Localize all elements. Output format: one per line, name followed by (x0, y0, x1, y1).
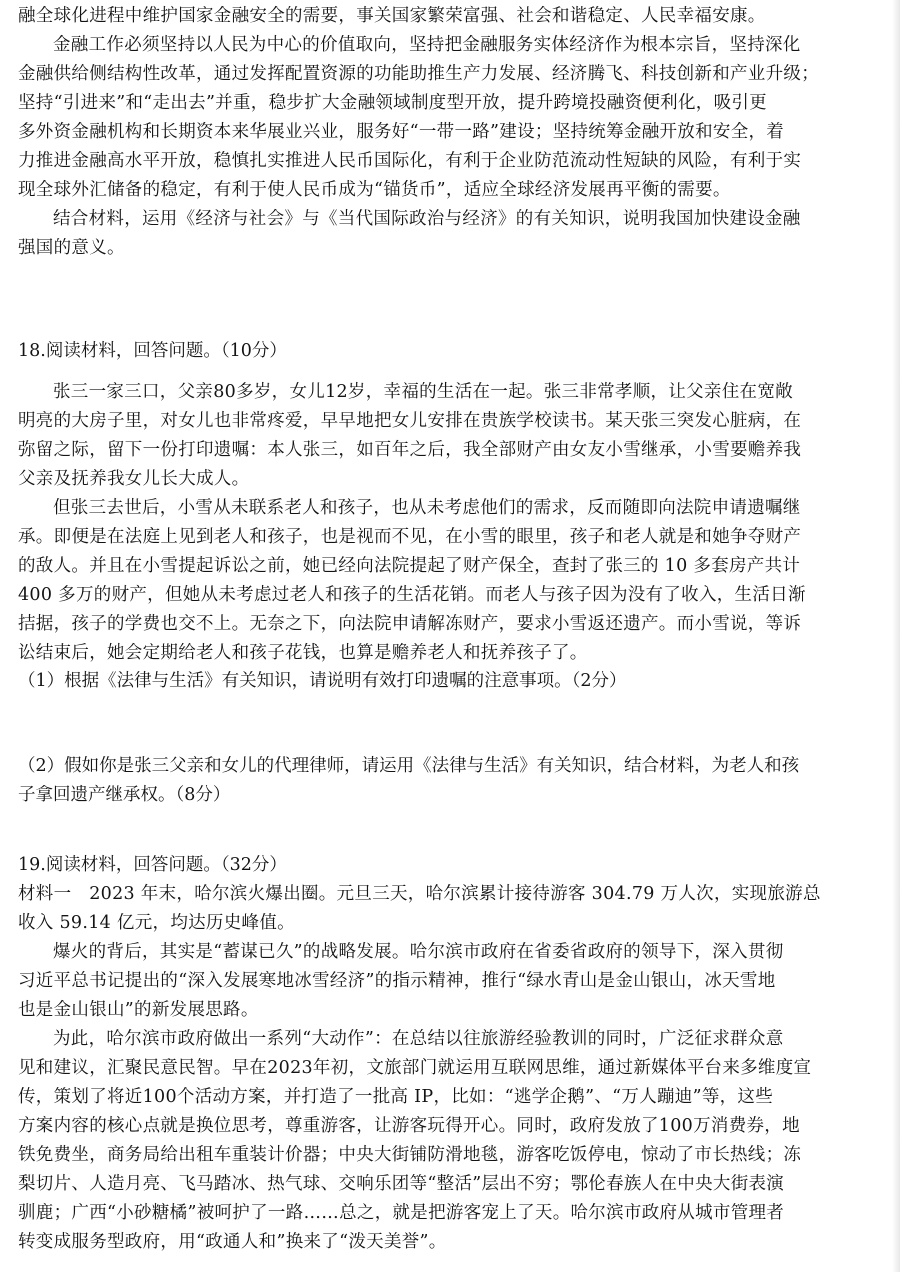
text-line: 转变成服务型政府，用“政通人和”换来了“泼天美誉”。 (18, 1232, 447, 1252)
text-line: 弥留之际，留下一份打印遗嘱：本人张三，如百年之后，我全部财产由女友小雪继承，小雪要赡养我 (18, 440, 802, 460)
text-line: 讼结束后，她会定期给老人和孩子花钱，也算是赡养老人和抚养孩子了。 (18, 643, 588, 663)
question-19-material1 (18, 880, 884, 938)
question-18-sub1 (18, 667, 884, 696)
text-line: 金融工作必须坚持以人民为中心的价值取向，坚持把金融服务实体经济作为根本宗旨，坚持深化 (53, 35, 801, 55)
text-line: 明亮的大房子里，对女儿也非常疼爱，早早地把女儿安排在贵族学校读书。某天张三突发心脏病，在 (18, 411, 802, 431)
question-19-material-para2 (18, 938, 884, 1025)
text-line: 融全球化进程中维护国家金融安全的需要，事关国家繁荣富强、社会和谐稳定、人民幸福安康。 (18, 6, 766, 26)
passage-intro (18, 2, 884, 31)
text-line: （2）假如你是张三父亲和女儿的代理律师，请运用《法律与生活》有关知识，结合材料，为老人和孩 (18, 756, 800, 776)
text-line: 也是金山银山”的新发展思路。 (18, 1000, 259, 1020)
text-line: 梨切片、人造月亮、飞马踏冰、热气球、交响乐团等“整活”层出不穷；鄂伦春族人在中央大街表演 (18, 1174, 785, 1194)
text-line: 但张三去世后，小雪从未联系老人和孩子，也从未考虑他们的需求，反而随即向法院申请遗嘱继 (53, 498, 801, 518)
question-19-material-para3 (18, 1025, 884, 1257)
text-line: （1）根据《法律与生活》有关知识，请说明有效打印遗嘱的注意事项。（2分） (18, 671, 627, 691)
text-line: 承。即便是在法庭上见到老人和孩子，也是视而不见，在小雪的眼里，孩子和老人就是和她争夺财产 (18, 527, 802, 547)
text-line: 铁免费坐，商务局给出租车重装计价器；中央大街铺防滑地毯，游客吃饭停电，惊动了市长热线；冻 (18, 1145, 802, 1165)
question-17-prompt (18, 205, 884, 263)
text-line: 为此，哈尔滨市政府做出一系列“大动作”：在总结以往旅游经验教训的同时，广泛征求群众意 (53, 1029, 784, 1049)
text-line: 方案内容的核心点就是换位思考，尊重游客，让游客玩得开心。同时，政府发放了100万消费券，地 (18, 1116, 800, 1136)
question-18-material-para2 (18, 494, 884, 668)
passage-finance (18, 31, 884, 205)
text-line: 结合材料，运用《经济与社会》与《当代国际政治与经济》的有关知识，说明我国加快建设金融 (53, 209, 801, 229)
text-line: 父亲及抚养我女儿长大成人。 (18, 469, 250, 489)
text-line: 强国的意义。 (18, 238, 125, 258)
text-line: 爆火的背后，其实是“蓄谋已久”的战略发展。哈尔滨市政府在省委省政府的领导下，深入贯彻 (53, 942, 784, 962)
text-line: 习近平总书记提出的“深入发展寒地冰雪经济”的指示精神，推行“绿水青山是金山银山，冰天雪地 (18, 971, 776, 991)
question-18-material-para1 (18, 378, 884, 494)
exam-page (18, 0, 884, 1272)
question-19-heading: 19.阅读材料，回答问题。（32分） (18, 855, 287, 875)
text-line: 坚持“引进来”和“走出去”并重，稳步扩大金融领域制度型开放，提升跨境投融资便利化，吸引更 (18, 93, 767, 113)
question-18-sub2 (18, 752, 884, 810)
text-line: 400 多万的财产，但她从未考虑过老人和孩子的生活花销。而老人与孩子因为没有了收入，生活日渐 (18, 585, 806, 605)
scan-edge-shadow (892, 0, 900, 1272)
text-line: 多外资金融机构和长期资本来华展业兴业，服务好“一带一路”建设；坚持统筹金融开放和安全，着 (18, 122, 785, 142)
text-line: 力推进金融高水平开放，稳慎扎实推进人民币国际化，有利于企业防范流动性短缺的风险，有利于实 (18, 151, 802, 171)
text-line: 驯鹿；广西“小砂糖橘”被呵护了一路……总之，就是把游客宠上了天。哈尔滨市政府从城市管理者 (18, 1203, 785, 1223)
text-line: 张三一家三口，父亲80多岁，女儿12岁，幸福的生活在一起。张三非常孝顺，让父亲住在宽敞 (53, 382, 793, 402)
text-line: 见和建议，汇聚民意民智。早在2023年初，文旅部门就运用互联网思维，通过新媒体平台来多维度宣 (18, 1058, 812, 1078)
text-line: 现全球外汇储备的稳定，有利于使人民币成为“锚货币”，适应全球经济发展再平衡的需要。 (18, 180, 731, 200)
text-line: 收入 59.14 亿元，均达历史峰值。 (18, 913, 295, 933)
text-line: 金融供给侧结构性改革，通过发挥配置资源的功能助推生产力发展、经济腾飞、科技创新和产业升级； (18, 64, 819, 84)
text-line: 传，策划了将近100个活动方案，并打造了一批高 IP，比如：“逃学企鹅”、“万人蹦迪”等，这些 (18, 1087, 774, 1107)
text-line: 子拿回遗产继承权。（8分） (18, 785, 231, 805)
text-line: 材料一 2023 年末，哈尔滨火爆出圈。元旦三天，哈尔滨累计接待游客 304.79 万人次，实现旅游总 (18, 884, 821, 904)
text-line: 的敌人。并且在小雪提起诉讼之前，她已经向法院提起了财产保全，查封了张三的 10 多套房产共计 (18, 556, 801, 576)
question-18-heading: 18.阅读材料，回答问题。（10分） (18, 341, 287, 361)
text-line: 拮据，孩子的学费也交不上。无奈之下，向法院申请解冻财产，要求小雪返还遗产。而小雪说，等诉 (18, 614, 802, 634)
